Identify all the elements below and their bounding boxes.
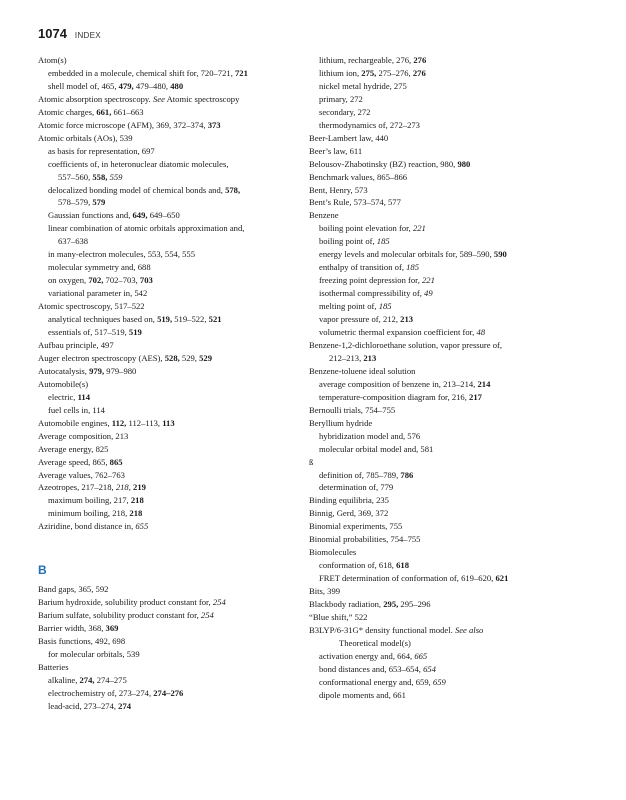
index-entry [38,339,300,352]
index-entry [38,469,300,482]
index-column-left [38,54,300,713]
entry-text: 578–579, [58,197,93,208]
index-entry [309,417,591,430]
index-subentry [309,481,591,494]
index-entry [38,609,300,622]
index-subentry [38,326,300,339]
page-ref-bold: 373 [207,119,221,130]
entry-text: FRET determination of conformation of, 619–620, [319,573,496,584]
index-entry [309,365,591,378]
page-ref-bold: 112, [111,417,127,428]
index-subentry [309,378,591,391]
entry-text: 275–276, [376,67,413,78]
entry-text: Bits, 399 [309,586,341,597]
index-entry [38,365,300,378]
entry-text: vapor pressure of, 212, [319,314,401,325]
index-entry [309,145,591,158]
index-subentry [309,469,591,482]
index-subentry [38,274,300,287]
entry-text: conformation of, 618, [319,560,397,571]
index-entry [309,184,591,197]
index-entry [38,132,300,145]
page-ref-bold: 661, [96,106,112,117]
entry-text: 274–275 [94,674,127,685]
page-ref-bold: 218 [130,495,144,506]
entry-text: Belousov-Zhabotinsky (BZ) reaction, 980, [309,158,458,169]
index-entry [309,196,591,209]
index-subentry [38,209,300,222]
page-ref-bold: 213 [400,314,414,325]
entry-text: Beryllium hydride [309,417,373,428]
entry-text: on oxygen, [48,275,89,286]
page-ref-bold: 275, [361,67,377,78]
index-subentry [309,274,591,287]
entry-text: in many-electron molecules, 553, 554, 555 [48,249,196,260]
entry-text: Average speed, 865, [38,456,110,467]
page-ref-bold: 618 [396,560,409,571]
index-subentry [38,248,300,261]
page-ref-italic: 221 [422,275,435,286]
index-entry [38,417,300,430]
entry-text: freezing point depression for, [319,275,422,286]
page-ref-italic: 185 [376,236,390,247]
entry-text: Gaussian functions and, [48,210,133,221]
index-subentry [309,326,591,339]
entry-text: Beer’s law, 611 [309,145,363,156]
index-entry [38,106,300,119]
index-subentry [309,235,591,248]
page-ref-bold: 721 [235,67,248,78]
index-subentry [309,119,591,132]
index-subentry [309,248,591,261]
page-ref-bold: 528, [164,352,180,363]
page-ref-bold: 590 [493,249,507,260]
index-subentry [38,648,300,661]
page-ref-italic: 254 [212,597,226,608]
entry-text: shell model of, 465, [48,80,119,91]
index-subentry [38,674,300,687]
entry-text: bond distances and, 653–654, [319,663,424,674]
entry-text: Benzene [309,210,339,221]
entry-text: hybridization model and, 576 [319,430,421,441]
entry-text: Aufbau principle, 497 [38,339,114,350]
entry-text: Barium hydroxide, solubility product constant for, [38,597,213,608]
index-entry [309,209,591,222]
index-entry [309,339,591,352]
entry-text: delocalized bonding model of chemical bonds and, [48,184,226,195]
index-entry [38,378,300,391]
entry-text: minimum boiling, 218, [48,508,130,519]
entry-text: Barium sulfate, solubility product constant for, [38,610,201,621]
entry-text: Binomial experiments, 755 [309,521,403,532]
index-subentry [38,235,300,248]
page-ref-bold: 480 [170,80,184,91]
entry-text: 661–663 [111,106,144,117]
page-ref-bold: 786 [400,469,414,480]
page-ref-bold: 218 [129,508,143,519]
entry-text: Bernoulli trials, 754–755 [309,404,396,415]
page-ref-italic: 254 [200,610,214,621]
page-ref-bold: 621 [495,573,509,584]
index-subentry [309,80,591,93]
entry-text: boiling point elevation for, [319,223,413,234]
entry-text: ß [309,456,314,467]
entry-text: Average energy, 825 [38,443,109,454]
entry-text: 649–650 [147,210,180,221]
entry-text: Atomic spectroscopy [164,93,240,104]
entry-text: nickel metal hydride, 275 [319,80,407,91]
index-entry [309,546,591,559]
entry-text: Auger electron spectroscopy (AES), [38,352,165,363]
index-entry [309,585,591,598]
page-ref-italic: 185 [378,301,392,312]
entry-text: Theoretical model(s) [339,637,411,648]
entry-text: Batteries [38,661,69,672]
entry-text: Average composition, 213 [38,430,129,441]
index-subentry [38,700,300,713]
entry-text: linear combination of atomic orbitals approximation and, [48,223,245,234]
entry-text: Atom(s) [38,55,67,65]
index-entry [38,481,300,494]
page-ref-italic: 659 [432,676,446,687]
index-entry [309,158,591,171]
page-ref-bold: 649, [132,210,148,221]
page-ref-italic: 665 [414,650,428,661]
page-ref-bold: 529 [199,352,212,363]
index-subentry [38,261,300,274]
index-subentry [309,443,591,456]
entries-b [38,583,300,713]
entry-text: Beer-Lambert law, 440 [309,132,389,143]
index-entry [38,93,300,106]
index-column-right [309,54,591,702]
index-subentry [309,572,591,585]
page-ref-bold: 274–276 [153,687,184,698]
index-entry [309,533,591,546]
index-subentry [309,106,591,119]
index-subentry [38,494,300,507]
page-number: 1074 [38,26,67,41]
index-subentry [309,261,591,274]
index-entry [38,596,300,609]
entry-text: boiling point of, [319,236,377,247]
index-entry [38,622,300,635]
entry-text: 702–703, [103,275,140,286]
entry-text: coefficients of, in heteronuclear diatomic molecules, [48,158,229,169]
entry-text: average composition of benzene in, 213–214, [319,378,478,389]
page-ref-bold: 276 [412,67,426,78]
index-subentry [38,287,300,300]
index-subentry [309,222,591,235]
index-subentry [38,184,300,197]
entry-text: 212–213, [329,352,364,363]
index-entry [38,520,300,533]
entry-text: Band gaps, 365, 592 [38,584,109,595]
entry-text: definition of, 785–789, [319,469,401,480]
page-ref-italic: 559 [109,171,123,182]
entry-text: thermodynamics of, 272–273 [319,119,420,130]
index-subentry [38,313,300,326]
page-ref-bold: 369 [105,623,119,634]
entry-text: molecular symmetry and, 688 [48,262,151,273]
entry-text: molecular orbital model and, 581 [319,443,434,454]
entry-text: enthalpy of transition of, [319,262,407,273]
index-entry [309,456,591,469]
entry-text: 479–480, [133,80,171,91]
page-ref-bold: 702, [88,275,104,286]
entry-text: Basis functions, 492, 698 [38,636,126,647]
index-subentry [38,687,300,700]
index-subentry [309,559,591,572]
entry-text: 979–980 [104,365,137,376]
entry-text: Autocatalysis, [38,365,90,376]
index-subentry [38,145,300,158]
index-subentry [38,196,300,209]
entry-text: Azeotropes, 217–218, [38,482,116,493]
page-ref-italic: 185 [406,262,420,273]
entry-text: isothermal compressibility of, [319,288,425,299]
entry-text: 557–560, [58,171,93,182]
entries-a [38,54,300,533]
index-subentry [38,158,300,171]
index-subentry [309,313,591,326]
section-title: INDEX [74,31,101,40]
entry-text: Aziridine, bond distance in, [38,521,136,532]
index-entry [309,171,591,184]
entry-text: lithium ion, [319,67,362,78]
entry-text: fuel cells in, 114 [48,404,105,415]
page-ref-italic: 221 [412,223,426,234]
entry-text: B3LYP/6-31G* density functional model. [309,624,455,635]
page-ref-bold: 578, [225,184,241,195]
page-ref-bold: 274 [118,700,132,711]
entry-text: temperature-composition diagram for, 216, [319,391,470,402]
section-letter-b: B [38,563,47,578]
entry-text: 295–296 [398,599,431,610]
index-subentry [309,93,591,106]
index-subentry [38,80,300,93]
page-ref-bold: 217 [469,391,482,402]
index-entry [309,132,591,145]
page-ref-italic: 655 [135,521,149,532]
entry-text: 529, [179,352,200,363]
entry-text: as basis for representation, 697 [48,145,155,156]
index-entry [309,598,591,611]
entry-text: Atomic charges, [38,106,97,117]
page-ref-italic: See [152,93,165,104]
index-entry [309,494,591,507]
entry-text: secondary, 272 [319,106,371,117]
entry-text: 112–113, [126,417,163,428]
page-ref-bold: 295, [383,599,399,610]
entry-text: alkaline, [48,674,80,685]
entry-text: lithium, rechargeable, 276, [319,55,414,65]
index-subentry [309,54,591,67]
index-subentry [38,171,300,184]
page-ref-bold: 980 [457,158,471,169]
page-ref-bold: 276 [413,55,427,65]
index-entry [38,352,300,365]
page-ref-bold: 219 [133,482,146,493]
index-subentry [309,391,591,404]
page-ref-bold: 519, [157,314,173,325]
entry-text: analytical techniques based on, [48,314,158,325]
entry-text: conformational energy and, 659, [319,676,433,687]
index-entry [38,661,300,674]
page-ref-italic: 48 [476,327,486,338]
entry-text: activation energy and, 664, [319,650,415,661]
page-ref-bold: 865 [109,456,123,467]
index-entry [38,443,300,456]
index-subentry [38,507,300,520]
index-subentry [38,67,300,80]
page-ref-bold: 114 [77,391,91,402]
page-ref-bold: 703 [139,275,153,286]
entry-text: Bent’s Rule, 573–574, 577 [309,197,401,208]
index-subentry [38,222,300,235]
entry-text: Atomic force microscope (AFM), 369, 372–374, [38,119,208,130]
entry-text: 637–638 [58,236,89,247]
entry-text: 519–522, [172,314,209,325]
entry-text: Automobile(s) [38,378,89,389]
index-subentry [309,689,591,702]
index-subentry [309,676,591,689]
index-entry [38,583,300,596]
index-subentry [309,637,591,650]
entry-text: essentials of, 517–519, [48,327,129,338]
index-entry [309,404,591,417]
index-subentry [309,430,591,443]
index-subentry [309,300,591,313]
page-ref-bold: 519 [128,327,142,338]
entry-text: embedded in a molecule, chemical shift for, 720–721, [48,67,235,78]
entry-text: dipole moments and, 661 [319,689,406,700]
entry-text: for molecular orbitals, 539 [48,649,140,660]
page-ref-italic: 654 [423,663,436,674]
entry-text: electric, [48,391,78,402]
entry-text: Average values, 762–763 [38,469,125,480]
page-ref-bold: 213 [363,352,377,363]
entry-text: maximum boiling, 217, [48,495,131,506]
index-entry [38,54,300,67]
index-subentry [38,404,300,417]
entry-text: “Blue shift,” 522 [309,611,368,622]
page-ref-bold: 479, [118,80,134,91]
index-subentry [38,391,300,404]
index-entry [38,119,300,132]
entry-text: Binomial probabilities, 754–755 [309,534,421,545]
entry-text: Bent, Henry, 573 [309,184,368,195]
index-entry [309,507,591,520]
index-entry [38,300,300,313]
entry-text: variational parameter in, 542 [48,288,148,299]
index-entry [38,430,300,443]
entry-text: Barrier width, 368, [38,623,106,634]
page-ref-italic: 218, [115,482,131,493]
page-ref-italic: See also [454,624,484,635]
entry-text: primary, 272 [319,93,363,104]
page-ref-italic: 49 [424,288,433,299]
index-entry [309,520,591,533]
entry-text: Binnig, Gerd, 369, 372 [309,508,389,519]
entry-text: Automobile engines, [38,417,112,428]
entry-text: Biomolecules [309,547,357,558]
index-subentry [309,67,591,80]
index-subentry [309,352,591,365]
entry-text: Atomic absorption spectroscopy. [38,93,153,104]
entry-text: Benchmark values, 865–866 [309,171,408,182]
entry-text: determination of, 779 [319,482,394,493]
entry-text: Blackbody radiation, [309,599,384,610]
entry-text: Binding equilibria, 235 [309,495,389,506]
index-subentry [309,650,591,663]
page-ref-bold: 214 [477,378,491,389]
page-ref-bold: 558, [92,171,108,182]
index-subentry [309,663,591,676]
entry-text: Benzene-1,2-dichloroethane solution, vapor pressure of, [309,339,503,350]
entry-text: melting point of, [319,301,379,312]
entries-right [309,54,591,702]
index-entry [38,635,300,648]
page-ref-bold: 113 [162,417,175,428]
entry-text: Atomic orbitals (AOs), 539 [38,132,133,143]
entry-text: electrochemistry of, 273–274, [48,687,154,698]
index-entry [38,456,300,469]
page-header [38,26,101,41]
page-ref-bold: 274, [79,674,95,685]
entry-text: lead-acid, 273–274, [48,700,119,711]
entry-text: energy levels and molecular orbitals for, 589–590, [319,249,494,260]
entry-text: Benzene-toluene ideal solution [309,365,416,376]
page-ref-bold: 979, [89,365,105,376]
page-ref-bold: 521 [208,314,222,325]
page-ref-bold: 579 [92,197,106,208]
index-entry [309,611,591,624]
entry-text: volumetric thermal expansion coefficient for, [319,327,477,338]
entry-text: Atomic spectroscopy, 517–522 [38,301,145,312]
index-subentry [309,287,591,300]
index-entry [309,624,591,637]
